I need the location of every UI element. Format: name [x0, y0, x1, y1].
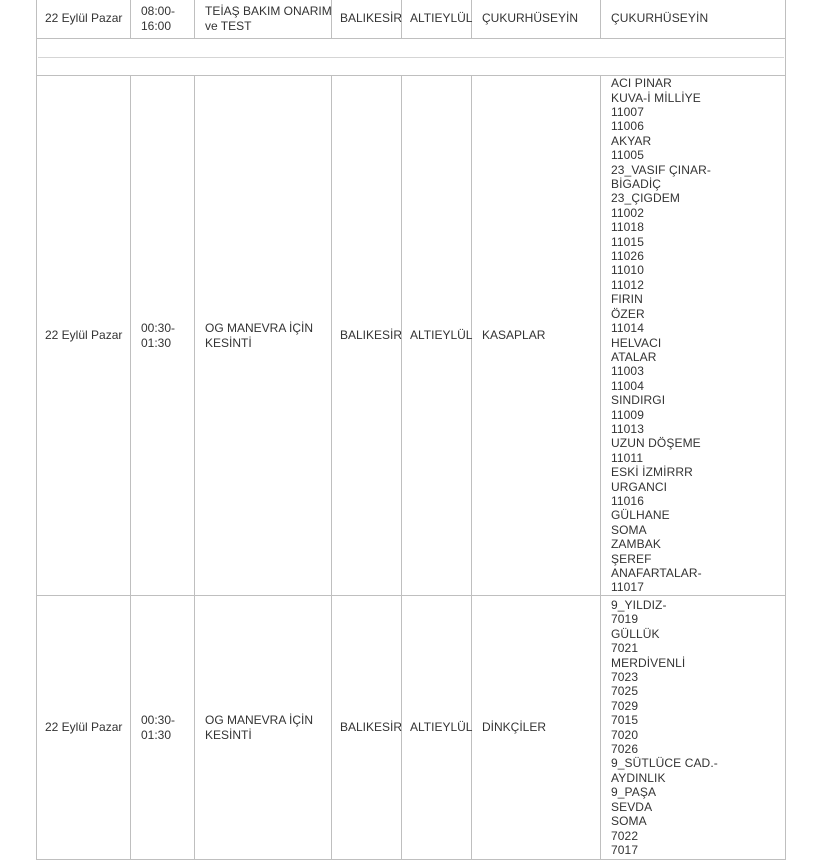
- street-item: ATALAR: [611, 349, 657, 364]
- street-item: 7022: [611, 828, 639, 843]
- street-item: 7020: [611, 727, 639, 742]
- street-item: 11011: [611, 450, 644, 465]
- street-item: AYDINLIK: [611, 770, 666, 785]
- date-cell: 22 Eylül Pazar: [37, 76, 131, 596]
- date-cell: 22 Eylül Pazar: [37, 596, 131, 860]
- street-item: 7015: [611, 713, 639, 728]
- street-item: 11002: [611, 205, 644, 220]
- street-item: UZUN DÖŞEME: [611, 436, 701, 451]
- date-cell: 22 Eylül Pazar: [37, 0, 131, 39]
- street-item: 11015: [611, 234, 644, 249]
- street-item: HELVACI: [611, 335, 662, 350]
- province-cell: BALIKESİR: [332, 0, 402, 39]
- neighborhood-cell: KASAPLAR: [472, 76, 601, 596]
- street-item: 11017: [611, 580, 644, 595]
- street-item: 11003: [611, 364, 644, 379]
- street-item: MERDİVENLİ: [611, 655, 686, 670]
- province-cell: BALIKESİR: [332, 76, 402, 596]
- street-item: 11009: [611, 407, 644, 422]
- street-item: KUVA-İ MİLLİYE: [611, 90, 701, 105]
- district-cell: ALTIEYLÜL: [402, 0, 472, 39]
- street-item: ESKİ İZMİRRR: [611, 465, 693, 480]
- street-item: 23_VASIF ÇINAR-: [611, 162, 711, 177]
- street-item: 11014: [611, 321, 644, 336]
- street-item: GÜLLÜK: [611, 626, 660, 641]
- reason-cell: OG MANEVRA İÇİN KESİNTİ: [195, 76, 332, 596]
- table-row: [37, 596, 786, 860]
- street-item: 11004: [611, 378, 644, 393]
- street-item: 11026: [611, 249, 644, 264]
- street-item: 7025: [611, 684, 639, 699]
- divider: [38, 57, 784, 58]
- street-item: AKYAR: [611, 133, 652, 148]
- street-item: 9_SÜTLÜCE CAD.-: [611, 756, 718, 771]
- street-item: BİGADİÇ: [611, 177, 662, 192]
- street-item: 11006: [611, 119, 644, 134]
- street-item: ZAMBAK: [611, 537, 661, 552]
- street-item: 7029: [611, 698, 639, 713]
- street-item: 7023: [611, 670, 639, 685]
- outage-table: [36, 0, 786, 860]
- time-cell: 00:30- 01:30: [131, 596, 195, 860]
- streets-cell: [601, 0, 786, 39]
- separator-row: [37, 39, 786, 76]
- district-cell: ALTIEYLÜL: [402, 76, 472, 596]
- street-item: ACI PINAR: [611, 76, 672, 91]
- table-row: [37, 76, 786, 596]
- reason-cell: TEİAŞ BAKIM ONARIM ve TEST: [195, 0, 332, 39]
- street-item: 9_YILDIZ-: [611, 598, 667, 612]
- neighborhood-cell: ÇUKURHÜSEYİN: [472, 0, 601, 39]
- time-cell: 00:30- 01:30: [131, 76, 195, 596]
- street-item: 23_ÇIGDEM: [611, 191, 680, 206]
- street-item: 11013: [611, 421, 644, 436]
- street-item: 7026: [611, 742, 639, 757]
- neighborhood-cell: DİNKÇİLER: [472, 596, 601, 860]
- street-item: 9_PAŞA: [611, 785, 657, 800]
- street-item: 11005: [611, 148, 644, 163]
- district-cell: ALTIEYLÜL: [402, 596, 472, 860]
- street-item: 7021: [611, 641, 639, 656]
- street-item: ŞEREF: [611, 551, 652, 566]
- street-item: 7019: [611, 612, 639, 627]
- street-item: 7017: [611, 842, 639, 857]
- street-item: URGANCI: [611, 479, 668, 494]
- table-row: [37, 0, 786, 39]
- street-item: 11012: [611, 277, 644, 292]
- streets-cell: [601, 76, 786, 596]
- street-item: 11016: [611, 493, 644, 508]
- street-item: 11007: [611, 105, 644, 119]
- street-item: 11010: [611, 263, 644, 278]
- street-item: SINDIRGI: [611, 393, 666, 408]
- street-item: GÜLHANE: [611, 508, 670, 523]
- reason-cell: OG MANEVRA İÇİN KESİNTİ: [195, 596, 332, 860]
- street-item: ÇUKURHÜSEYİN: [611, 11, 709, 26]
- street-item: ÖZER: [611, 306, 645, 321]
- province-cell: BALIKESİR: [332, 596, 402, 860]
- separator-cell: [37, 39, 786, 76]
- street-item: FIRIN: [611, 292, 643, 307]
- street-item: SEVDA: [611, 799, 653, 814]
- streets-cell: [601, 596, 786, 860]
- street-item: ANAFARTALAR-: [611, 566, 702, 580]
- time-cell: 08:00- 16:00: [131, 0, 195, 39]
- street-item: SOMA: [611, 814, 647, 829]
- street-item: 11018: [611, 220, 644, 235]
- street-item: SOMA: [611, 522, 647, 537]
